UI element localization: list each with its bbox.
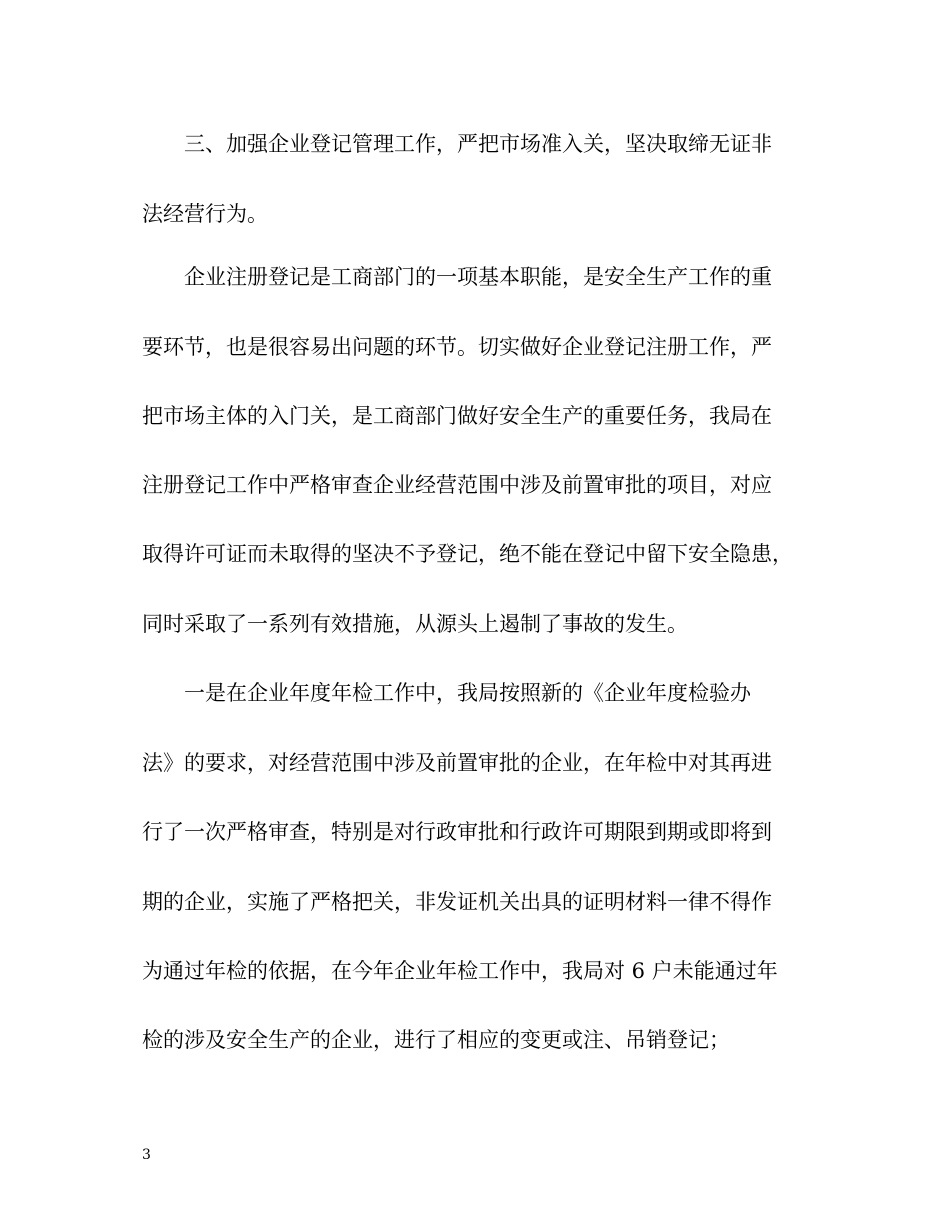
paragraph-line: 要环节，也是很容易出问题的环节。切实做好企业登记注册工作，严 [142, 335, 772, 359]
paragraph-line: 法》的要求，对经营范围中涉及前置审批的企业，在年检中对其再进 [142, 751, 772, 775]
paragraph-line: 企业注册登记是工商部门的一项基本职能，是安全生产工作的重 [184, 265, 772, 289]
paragraph-line: 取得许可证而未取得的坚决不予登记，绝不能在登记中留下安全隐患， [142, 542, 793, 566]
paragraph-line: 注册登记工作中严格审查企业经营范围中涉及前置审批的项目，对应 [142, 473, 772, 497]
paragraph-line: 同时采取了一系列有效措施，从源头上遏制了事故的发生。 [142, 612, 688, 636]
paragraph-line: 一是在企业年度年检工作中，我局按照新的《企业年度检验办 [184, 681, 751, 705]
paragraph-line: 把市场主体的入门关，是工商部门做好安全生产的重要任务，我局在 [142, 404, 772, 428]
paragraph-line: 为通过年检的依据，在今年企业年检工作中，我局对 6 户未能通过年 [142, 959, 778, 983]
paragraph-line: 期的企业，实施了严格把关，非发证机关出具的证明材料一律不得作 [142, 890, 772, 914]
heading-line-1: 三、加强企业登记管理工作，严把市场准入关，坚决取缔无证非 [184, 132, 772, 156]
heading-line-2: 法经营行为。 [142, 202, 268, 226]
page-number: 3 [142, 1147, 151, 1163]
paragraph-line: 行了一次严格审查，特别是对行政审批和行政许可期限到期或即将到 [142, 820, 772, 844]
paragraph-line: 检的涉及安全生产的企业，进行了相应的变更或注、吊销登记； [142, 1028, 730, 1052]
